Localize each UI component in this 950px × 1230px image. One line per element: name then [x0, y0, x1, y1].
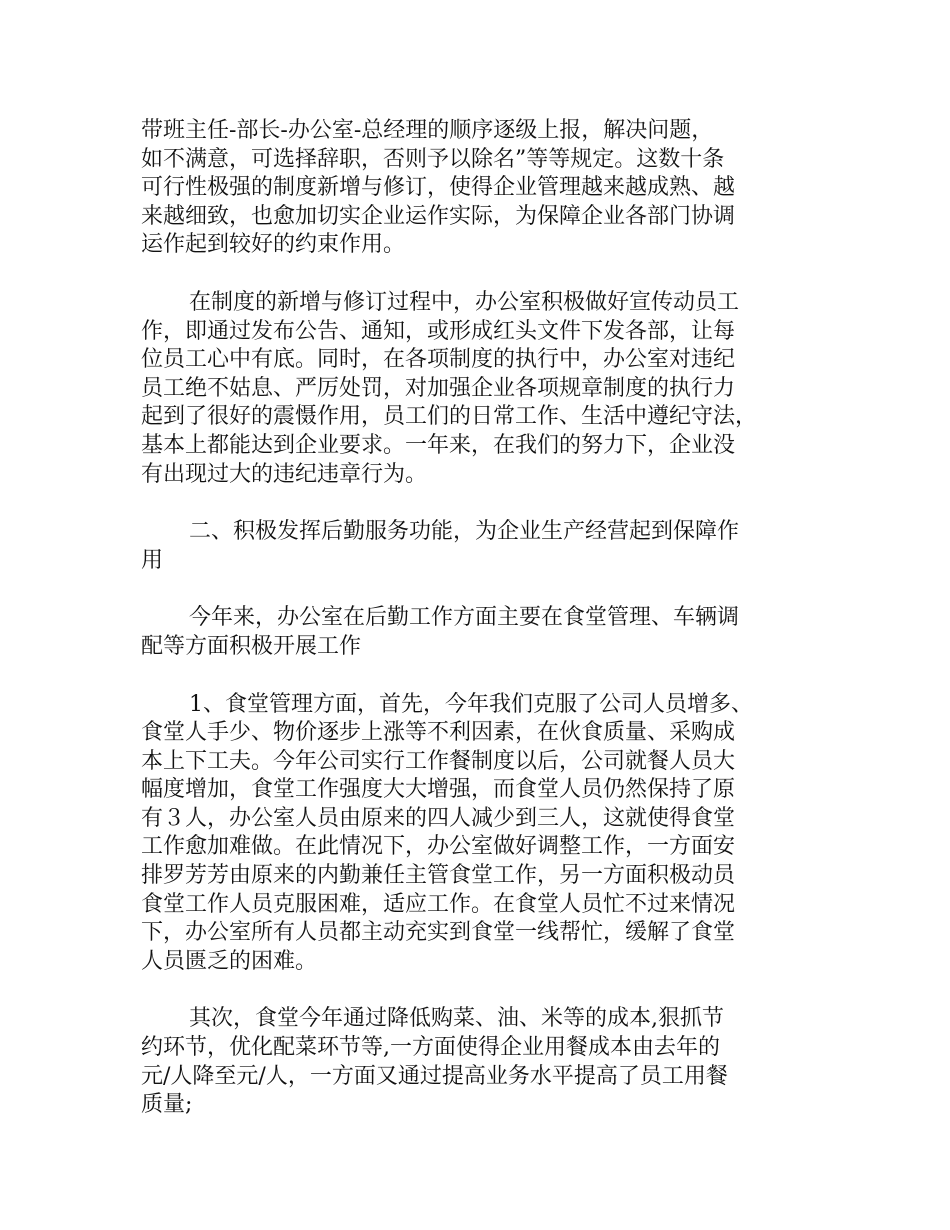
text-line: 如不满意，可选择辞职，否则予以除名”等等规定。这数十条	[141, 146, 725, 172]
text-line: 员工绝不姑息、严厉处罚，对加强企业各项规章制度的执行力	[141, 375, 736, 401]
text-line: 配等方面积极开展工作	[141, 633, 362, 659]
text-line: 其次，食堂今年通过降低购菜、油、米等的成本,狠抓节	[189, 1006, 724, 1032]
text-line: 工作愈加难做。在此情况下，办公室做好调整工作，一方面安	[141, 834, 736, 860]
document-page	[141, 117, 831, 1149]
text-line: 1、食堂管理方面，首先，今年我们克服了公司人员增多、	[189, 691, 753, 717]
text-line: 运作起到较好的约束作用。	[141, 232, 406, 258]
text-line: 人员匮乏的困难。	[141, 948, 318, 974]
text-line: 来越细致，也愈加切实企业运作实际，为保障企业各部门协调	[141, 203, 736, 229]
text-line: 排罗芳芳由原来的内勤兼任主管食堂工作，另一方面积极动员	[141, 863, 736, 889]
paragraph-5	[141, 1005, 831, 1119]
text-line: 基本上都能达到企业要求。一年来，在我们的努力下，企业没	[141, 432, 736, 458]
text-line: 食堂工作人员克服困难，适应工作。在食堂人员忙不过来情况	[141, 891, 736, 917]
paragraph-1	[141, 117, 831, 260]
text-line: 今年来，办公室在后勤工作方面主要在食堂管理、车辆调	[189, 605, 740, 631]
heading-line: 用	[141, 547, 164, 573]
text-line: 带班主任-部长-办公室-总经理的顺序逐级上报，解决问题，	[141, 118, 714, 143]
text-line: 元/人降至元/人，一方面又通过提高业务水平提高了员工用餐	[141, 1063, 728, 1089]
paragraph-3	[141, 604, 831, 661]
text-line: 可行性极强的制度新增与修订，使得企业管理越来越成熟、越	[141, 175, 736, 201]
text-line: 有出现过大的违纪违章行为。	[141, 461, 428, 487]
text-line: 作，即通过发布公告、通知，或形成红头文件下发各部，让每	[141, 318, 736, 344]
text-line: 质量;	[141, 1092, 193, 1118]
text-line: 在制度的新增与修订过程中，办公室积极做好宣传动员工	[189, 289, 740, 315]
text-line: 食堂人手少、物价逐步上涨等不利因素，在伙食质量、采购成	[141, 720, 736, 746]
heading-line: 二、积极发挥后勤服务功能，为企业生产经营起到保障作	[189, 519, 740, 545]
text-line: 幅度增加，食堂工作强度大大增强，而食堂人员仍然保持了原	[141, 777, 736, 803]
text-line: 下，办公室所有人员都主动充实到食堂一线帮忙，缓解了食堂	[141, 920, 736, 946]
text-line: 起到了很好的震慑作用，员工们的日常工作、生活中遵纪守法，	[141, 404, 758, 430]
text-line: 约环节，优化配菜环节等,一方面使得企业用餐成本由去年的	[141, 1035, 720, 1061]
text-line: 本上下工夫。今年公司实行工作餐制度以后，公司就餐人员大	[141, 748, 736, 774]
section-heading	[141, 518, 831, 575]
paragraph-2	[141, 289, 831, 489]
paragraph-4	[141, 691, 831, 977]
text-line: 有３人，办公室人员由原来的四人减少到三人，这就使得食堂	[141, 805, 736, 831]
text-line: 位员工心中有底。同时，在各项制度的执行中，办公室对违纪	[141, 347, 736, 373]
